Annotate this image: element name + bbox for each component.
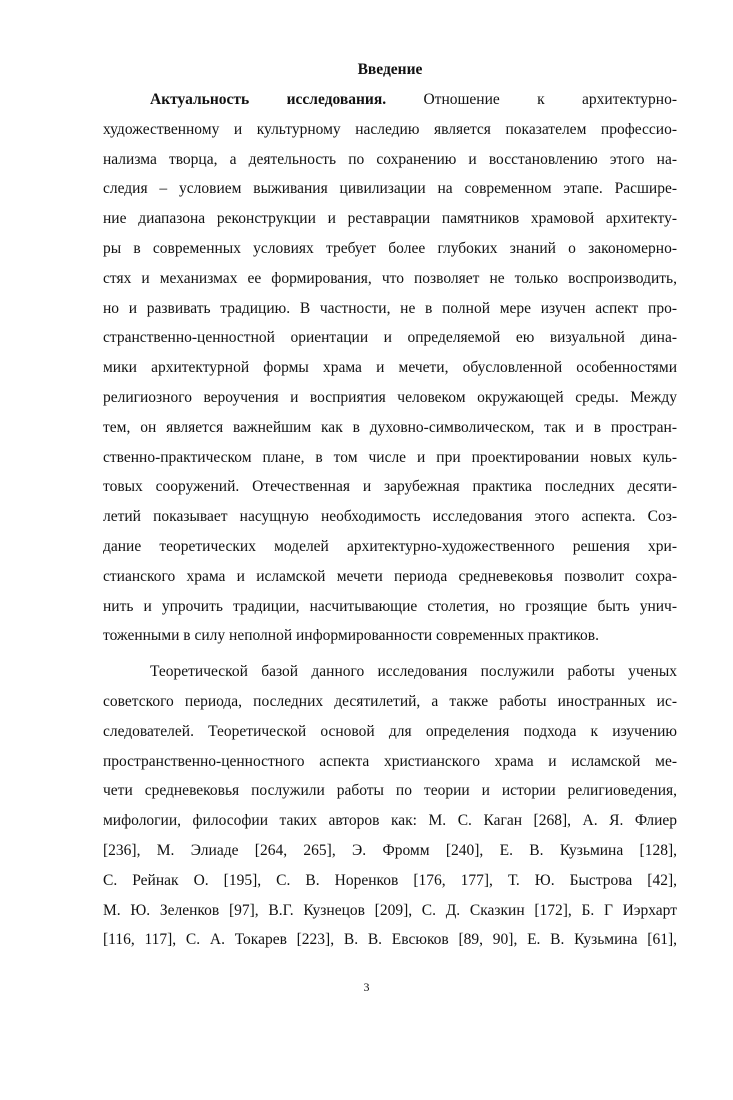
paragraph-line: чети средневековья послужили работы по теории и истории религиоведения, [103,782,677,800]
paragraph-line: Теоретической базой данного исследования послужили работы ученых [150,663,677,681]
paragraph-line: нить и упрочить традиции, насчитывающие столетия, но грозящие быть унич- [103,597,677,615]
paragraph-line: ние диапазона реконструкции и реставрации памятников храмовой архитекту- [103,210,677,228]
paragraph-line: товых сооружений. Отечественная и зарубежная практика последних десяти- [103,478,677,496]
page-number: 3 [363,980,370,994]
paragraph-line: советского периода, последних десятилетий, а также работы иностранных ис- [103,692,677,710]
paragraph-line: художественному и культурному наследию является показателем профессио- [103,120,677,138]
paragraph-line [103,85,677,115]
paragraph-line: [116, 117], С. А. Токарев [223], В. В. Евсюков [89, 90], Е. В. Кузьмина [61], [103,931,677,949]
paragraph-line: М. Ю. Зеленков [97], В.Г. Кузнецов [209], С. Д. Сказкин [172], Б. Г Иэрхарт [103,901,677,919]
paragraph-line: С. Рейнак О. [195], С. В. Норенков [176, 177], Т. Ю. Быстрова [42], [103,871,677,889]
paragraph-line: религиозного вероучения и восприятия человеком окружающей среды. Между [103,388,677,406]
paragraph-line: мифологии, философии таких авторов как: М. С. Каган [268], А. Я. Флиер [103,812,677,830]
paragraph-line: ры в современных условиях требует более глубоких знаний о закономерно- [103,239,677,257]
section-heading: Введение [357,61,423,78]
paragraph-line: мики архитектурной формы храма и мечети, обусловленной особенностями [103,359,677,377]
paragraph-theoretical-basis [103,657,677,955]
paragraph-line: пространственно-ценностного аспекта христианского храма и исламской ме- [103,752,677,770]
paragraph-line: но и развивать традицию. В частности, не в полной мере изучен аспект про- [103,299,677,317]
paragraph-line-text: Отношение к архитектурно- [423,91,677,108]
paragraph-line: следователей. Теоретической основой для определения подхода к изучению [103,722,677,740]
paragraph-line: ственно-практическом плане, в том числе и при проектировании новых куль- [103,448,677,466]
document-page [103,60,677,955]
paragraph-line: [236], М. Элиаде [264, 265], Э. Фромм [240], Е. В. Кузьмина [128], [103,841,677,859]
paragraph-relevance [103,85,677,651]
paragraph-line: странственно-ценностной ориентации и определяемой ею визуальной дина- [103,329,677,347]
paragraph-line: нализма творца, а деятельность по сохранению и восстановлению этого на- [103,150,677,168]
paragraph-line: следия – условием выживания цивилизации на современном этапе. Расшире- [103,180,677,198]
paragraph-line: тоженными в силу неполной информированности современных практиков. [103,627,599,645]
paragraph-line: тем, он является важнейшим как в духовно-символическом, так и в простран- [103,418,677,436]
paragraph-lead: Актуальность исследования. [150,91,387,108]
paragraph-line: летий показывает насущную необходимость исследования этого аспекта. Соз- [103,508,677,526]
paragraph-line: стианского храма и исламской мечети периода средневековья позволит сохра- [103,567,677,585]
paragraph-line: стях и механизмах ее формирования, что позволяет не только воспроизводить, [103,269,677,287]
paragraph-line: дание теоретических моделей архитектурно-художественного решения хри- [103,537,677,555]
